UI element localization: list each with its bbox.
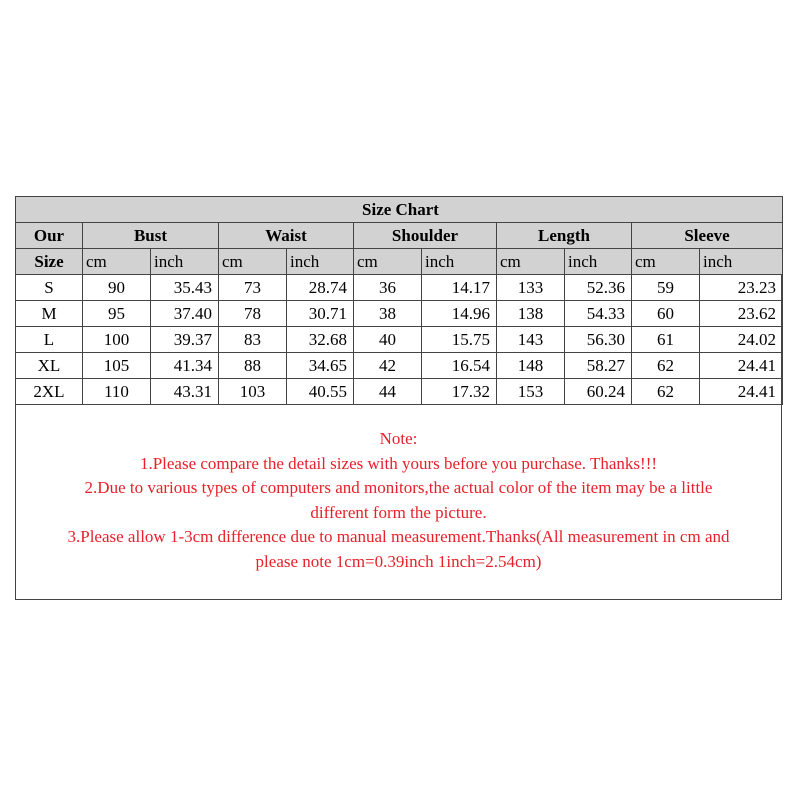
inch-value: 14.17 [422, 275, 497, 301]
cm-value: 83 [219, 327, 287, 353]
inch-value: 24.02 [700, 327, 783, 353]
unit-cm: cm [632, 249, 700, 275]
cm-value: 62 [632, 379, 700, 405]
group-header-length: Length [497, 223, 632, 249]
size-label: XL [16, 353, 83, 379]
inch-value: 16.54 [422, 353, 497, 379]
note-line: 2.Due to various types of computers and monitors,the actual color of the item may be a little [84, 478, 713, 497]
note-line: please note 1cm=0.39inch 1inch=2.54cm) [255, 551, 542, 571]
size-label: S [16, 275, 83, 301]
cm-value: 148 [497, 353, 565, 379]
cm-value: 38 [354, 301, 422, 327]
cm-value: 110 [83, 379, 151, 405]
inch-value: 24.41 [700, 379, 783, 405]
group-header-shoulder: Shoulder [354, 223, 497, 249]
note-line: different form the picture. [310, 502, 487, 522]
inch-value: 54.33 [565, 301, 632, 327]
inch-value: 60.24 [565, 379, 632, 405]
unit-inch: inch [151, 249, 219, 275]
size-header-top: Our [16, 223, 83, 249]
inch-value: 28.74 [287, 275, 354, 301]
note-heading: Note: [379, 429, 418, 448]
size-header-bottom: Size [16, 249, 83, 275]
notes-section [16, 427, 781, 574]
cm-value: 60 [632, 301, 700, 327]
inch-value: 30.71 [287, 301, 354, 327]
size-label: M [16, 301, 83, 327]
inch-value: 23.23 [700, 275, 783, 301]
cm-value: 143 [497, 327, 565, 353]
unit-cm: cm [497, 249, 565, 275]
inch-value: 15.75 [422, 327, 497, 353]
inch-value: 41.34 [151, 353, 219, 379]
unit-cm: cm [83, 249, 151, 275]
group-header-sleeve: Sleeve [632, 223, 783, 249]
group-header-waist: Waist [219, 223, 354, 249]
unit-header-row [16, 249, 783, 275]
inch-value: 43.31 [151, 379, 219, 405]
inch-value: 58.27 [565, 353, 632, 379]
table-row [16, 301, 783, 327]
cm-value: 44 [354, 379, 422, 405]
inch-value: 17.32 [422, 379, 497, 405]
note-line: 1.Please compare the detail sizes with yours before you purchase. Thanks!!! [139, 453, 658, 473]
inch-value: 39.37 [151, 327, 219, 353]
table-row [16, 353, 783, 379]
chart-title: Size Chart [16, 197, 783, 223]
cm-value: 105 [83, 353, 151, 379]
size-chart [15, 196, 782, 600]
note-line: 3.Please allow 1-3cm difference due to manual measurement.Thanks(All measurement in cm and [67, 527, 730, 546]
cm-value: 59 [632, 275, 700, 301]
cm-value: 73 [219, 275, 287, 301]
cm-value: 133 [497, 275, 565, 301]
inch-value: 40.55 [287, 379, 354, 405]
cm-value: 78 [219, 301, 287, 327]
cm-value: 88 [219, 353, 287, 379]
inch-value: 14.96 [422, 301, 497, 327]
inch-value: 35.43 [151, 275, 219, 301]
cm-value: 61 [632, 327, 700, 353]
size-label: 2XL [16, 379, 83, 405]
unit-inch: inch [700, 249, 783, 275]
size-label: L [16, 327, 83, 353]
cm-value: 62 [632, 353, 700, 379]
cm-value: 100 [83, 327, 151, 353]
inch-value: 56.30 [565, 327, 632, 353]
unit-cm: cm [219, 249, 287, 275]
inch-value: 52.36 [565, 275, 632, 301]
inch-value: 23.62 [700, 301, 783, 327]
cm-value: 40 [354, 327, 422, 353]
unit-inch: inch [422, 249, 497, 275]
inch-value: 34.65 [287, 353, 354, 379]
group-header-bust: Bust [83, 223, 219, 249]
table-row [16, 275, 783, 301]
unit-cm: cm [354, 249, 422, 275]
unit-inch: inch [287, 249, 354, 275]
table-row [16, 379, 783, 405]
cm-value: 153 [497, 379, 565, 405]
size-table [15, 196, 783, 405]
cm-value: 42 [354, 353, 422, 379]
inch-value: 24.41 [700, 353, 783, 379]
cm-value: 95 [83, 301, 151, 327]
inch-value: 37.40 [151, 301, 219, 327]
cm-value: 138 [497, 301, 565, 327]
table-row [16, 327, 783, 353]
cm-value: 90 [83, 275, 151, 301]
title-row [16, 197, 783, 223]
unit-inch: inch [565, 249, 632, 275]
group-header-row [16, 223, 783, 249]
cm-value: 36 [354, 275, 422, 301]
cm-value: 103 [219, 379, 287, 405]
inch-value: 32.68 [287, 327, 354, 353]
